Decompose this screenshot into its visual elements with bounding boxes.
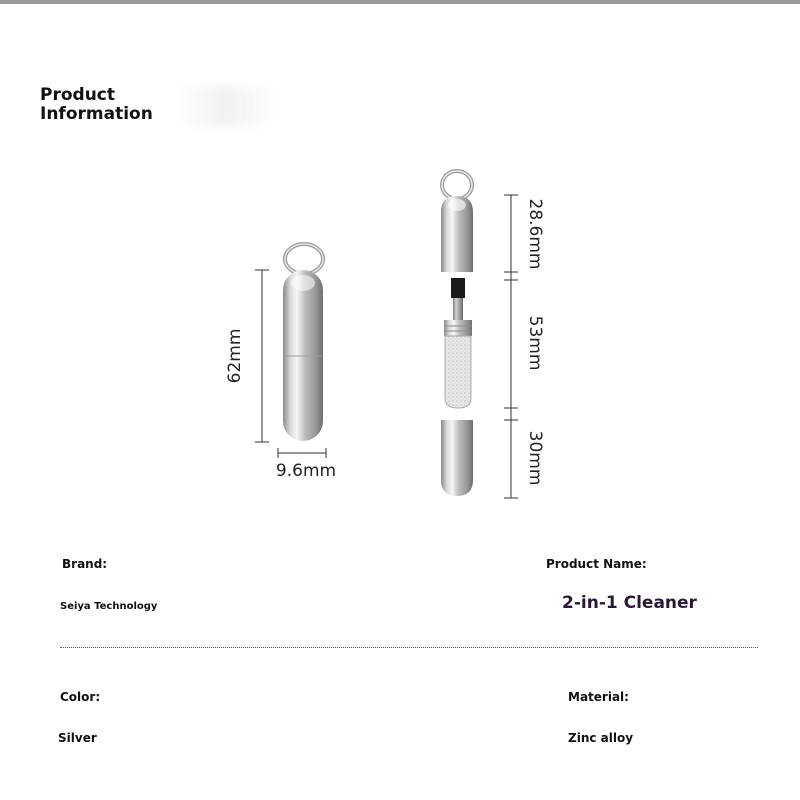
- brand-label: Brand:: [62, 557, 108, 571]
- color-value: Silver: [58, 731, 97, 745]
- page-title-line1: Product: [40, 85, 115, 105]
- height-dimension-line: [255, 270, 269, 442]
- bottom-segment-label: 30mm: [525, 430, 545, 486]
- section-divider: [60, 647, 758, 648]
- segment-dimension-lines: [504, 195, 518, 498]
- width-dimension-line: [278, 448, 326, 458]
- product-name-value: 2-in-1 Cleaner: [562, 593, 697, 613]
- color-label: Color:: [60, 690, 101, 704]
- material-label: Material:: [568, 690, 629, 704]
- body-part-illustration: [441, 420, 473, 496]
- height-dimension-label: 62mm: [225, 328, 245, 384]
- brush-core-illustration: [444, 278, 472, 408]
- cap-part-illustration: [441, 171, 473, 272]
- assembled-cleaner-illustration: [283, 244, 323, 441]
- top-segment-label: 28.6mm: [525, 198, 545, 270]
- product-name-label: Product Name:: [546, 557, 647, 571]
- width-dimension-label: 9.6mm: [275, 461, 337, 481]
- page-title-line2: Information: [40, 104, 153, 124]
- brand-value: Seiya Technology: [60, 601, 158, 612]
- middle-segment-label: 53mm: [525, 315, 545, 371]
- material-value: Zinc alloy: [568, 731, 634, 745]
